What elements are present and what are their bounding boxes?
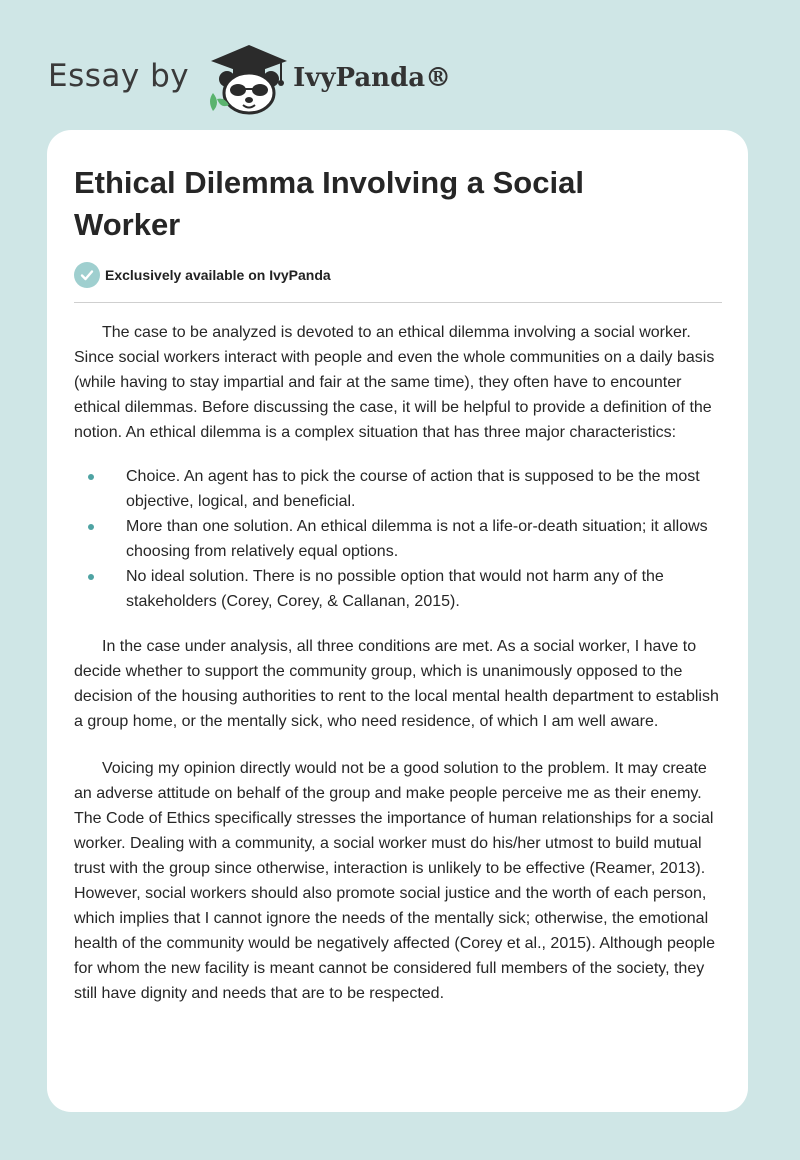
characteristics-list (74, 464, 729, 614)
list-item (126, 464, 729, 514)
paragraph: The case to be analyzed is devoted to an ethical dilemma involving a social worker. Since social workers interact with people and even the whole communities on a daily basis (while having to stay impartial and fair at the same time), they often have to encounter ethical dilemmas. Before discussing the case, it will be helpful to provide a definition of the notion. An ethical dilemma is a complex situation that has three major characteristics: (74, 324, 715, 441)
essay-body (74, 320, 729, 1028)
bullet-icon (88, 474, 94, 480)
brand-header (48, 36, 451, 116)
brand-prefix: Essay by (48, 58, 190, 94)
list-item-text: Choice. An agent has to pick the course of action that is supposed to be the most objective, logical, and beneficial. (126, 468, 700, 510)
essay-title: Ethical Dilemma Involving a Social Worker (74, 165, 584, 242)
list-item (126, 564, 729, 614)
badge-text: Exclusively available on IvyPanda (105, 267, 331, 283)
paragraph: In the case under analysis, all three conditions are met. As a social worker, I have to decide whether to support the community group, which is unanimously opposed to the decision of the housing authorities to rent to the local mental health department to establish a group home, or the mentally sick, who need residence, of which I am well aware. (74, 638, 719, 730)
bullet-icon (88, 524, 94, 530)
exclusive-badge (74, 262, 331, 288)
check-circle-icon (74, 262, 100, 288)
essay-card (47, 130, 748, 1112)
brand-name: IvyPanda® (293, 63, 452, 93)
panda-graduation-cap-icon (203, 39, 295, 117)
list-item-text: No ideal solution. There is no possible option that would not harm any of the stakeholders (Corey, Corey, & Callanan, 2015). (126, 568, 664, 610)
divider (74, 302, 722, 303)
list-item-text: More than one solution. An ethical dilemma is not a life-or-death situation; it allows choosing from relatively equal options. (126, 518, 708, 560)
paragraph: Voicing my opinion directly would not be a good solution to the problem. It may create an adverse attitude on behalf of the group and make people perceive me as their enemy. The Code of Ethics specifically stresses the importance of human relationships for a social worker. Dealing with a community, a social worker must do his/her utmost to build mutual trust with the group since otherwise, interaction is unlikely to be effective (Reamer, 2013). However, social workers should also promote social justice and the worth of each person, which implies that I cannot ignore the needs of the mentally sick; otherwise, the emotional health of the community would be negatively affected (Corey et al., 2015). Although people for whom the new facility is meant cannot be considered full members of the society, they still have dignity and needs that are to be respected. (74, 760, 715, 1002)
list-item (126, 514, 729, 564)
bullet-icon (88, 574, 94, 580)
